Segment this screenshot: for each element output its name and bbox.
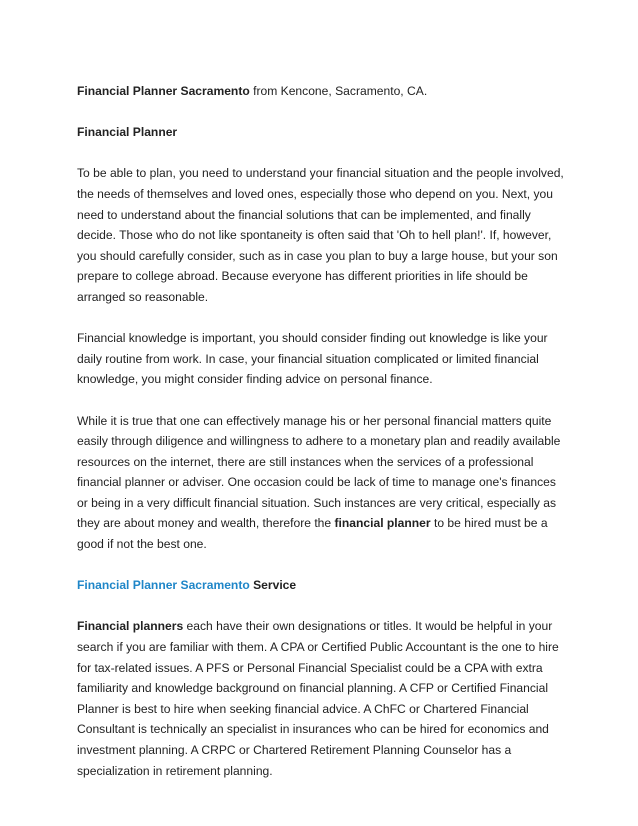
intro-title: Financial Planner Sacramento <box>77 84 250 98</box>
document-page <box>77 81 567 802</box>
paragraph-planning: To be able to plan, you need to understand your financial situation and the people involved, the needs of themselves and loved ones, especially those who depend on you. Next, you need to understand about the financial solutions that can be implemented, and finally decide. Those who do not like spontaneity is often said that 'Oh to hell plan!'. If, however, you should carefully consider, such as in case you plan to buy a large house, but your son prepare to college abroad. Because everyone has different priorities in life should be arranged so reasonable. <box>77 166 564 304</box>
service-heading-suffix: Service <box>249 578 297 593</box>
section-heading-financial-planner: Financial Planner <box>77 125 178 140</box>
section-heading-service <box>77 575 567 596</box>
paragraph-knowledge: Financial knowledge is important, you should consider finding out knowledge is like your daily routine from work. In case, your financial situation complicated or limited financial knowledge, you might consider finding advice on personal finance. <box>77 331 548 387</box>
paragraph-professional-help-text: While it is true that one can effectively manage his or her personal financial matters quite easily through diligence and willingness to adhere to a monetary plan and readily available resources on the internet, there are still instances when the services of a professional financial planner or adviser. One occasion could be lack of time to manage one's finances or being in a very difficult financial situation. Such instances are very critical, especially as they are about money and wealth, therefore the <box>77 413 561 531</box>
financial-planner-emphasis: financial planner <box>334 516 431 531</box>
paragraph-professional-help <box>77 411 567 555</box>
financial-planners-emphasis: Financial planners <box>77 619 184 634</box>
financial-planner-sacramento-link[interactable]: Financial Planner Sacramento <box>77 578 250 593</box>
intro-line <box>77 81 567 102</box>
paragraph-professional-help-end: to be hired must be a good if not the best one. <box>77 516 548 552</box>
paragraph-designations-text: each have their own designations or titles. It would be helpful in your search if you are familiar with them. A CPA or Certified Public Accountant is the one to hire for tax-related issues. A PFS or Personal Financial Specialist could be a CPA with extra familiarity and knowledge background on financial planning. A CFP or Certified Financial Planner is best to hire when seeking financial advice. A ChFC or Chartered Financial Consultant is technically an specialist in insurances who can be hired for economics and investment planning. A CRPC or Chartered Retirement Planning Counselor has a specialization in retirement planning. <box>77 619 559 778</box>
intro-location: from Kencone, Sacramento, CA. <box>249 84 428 98</box>
paragraph-designations <box>77 616 567 781</box>
